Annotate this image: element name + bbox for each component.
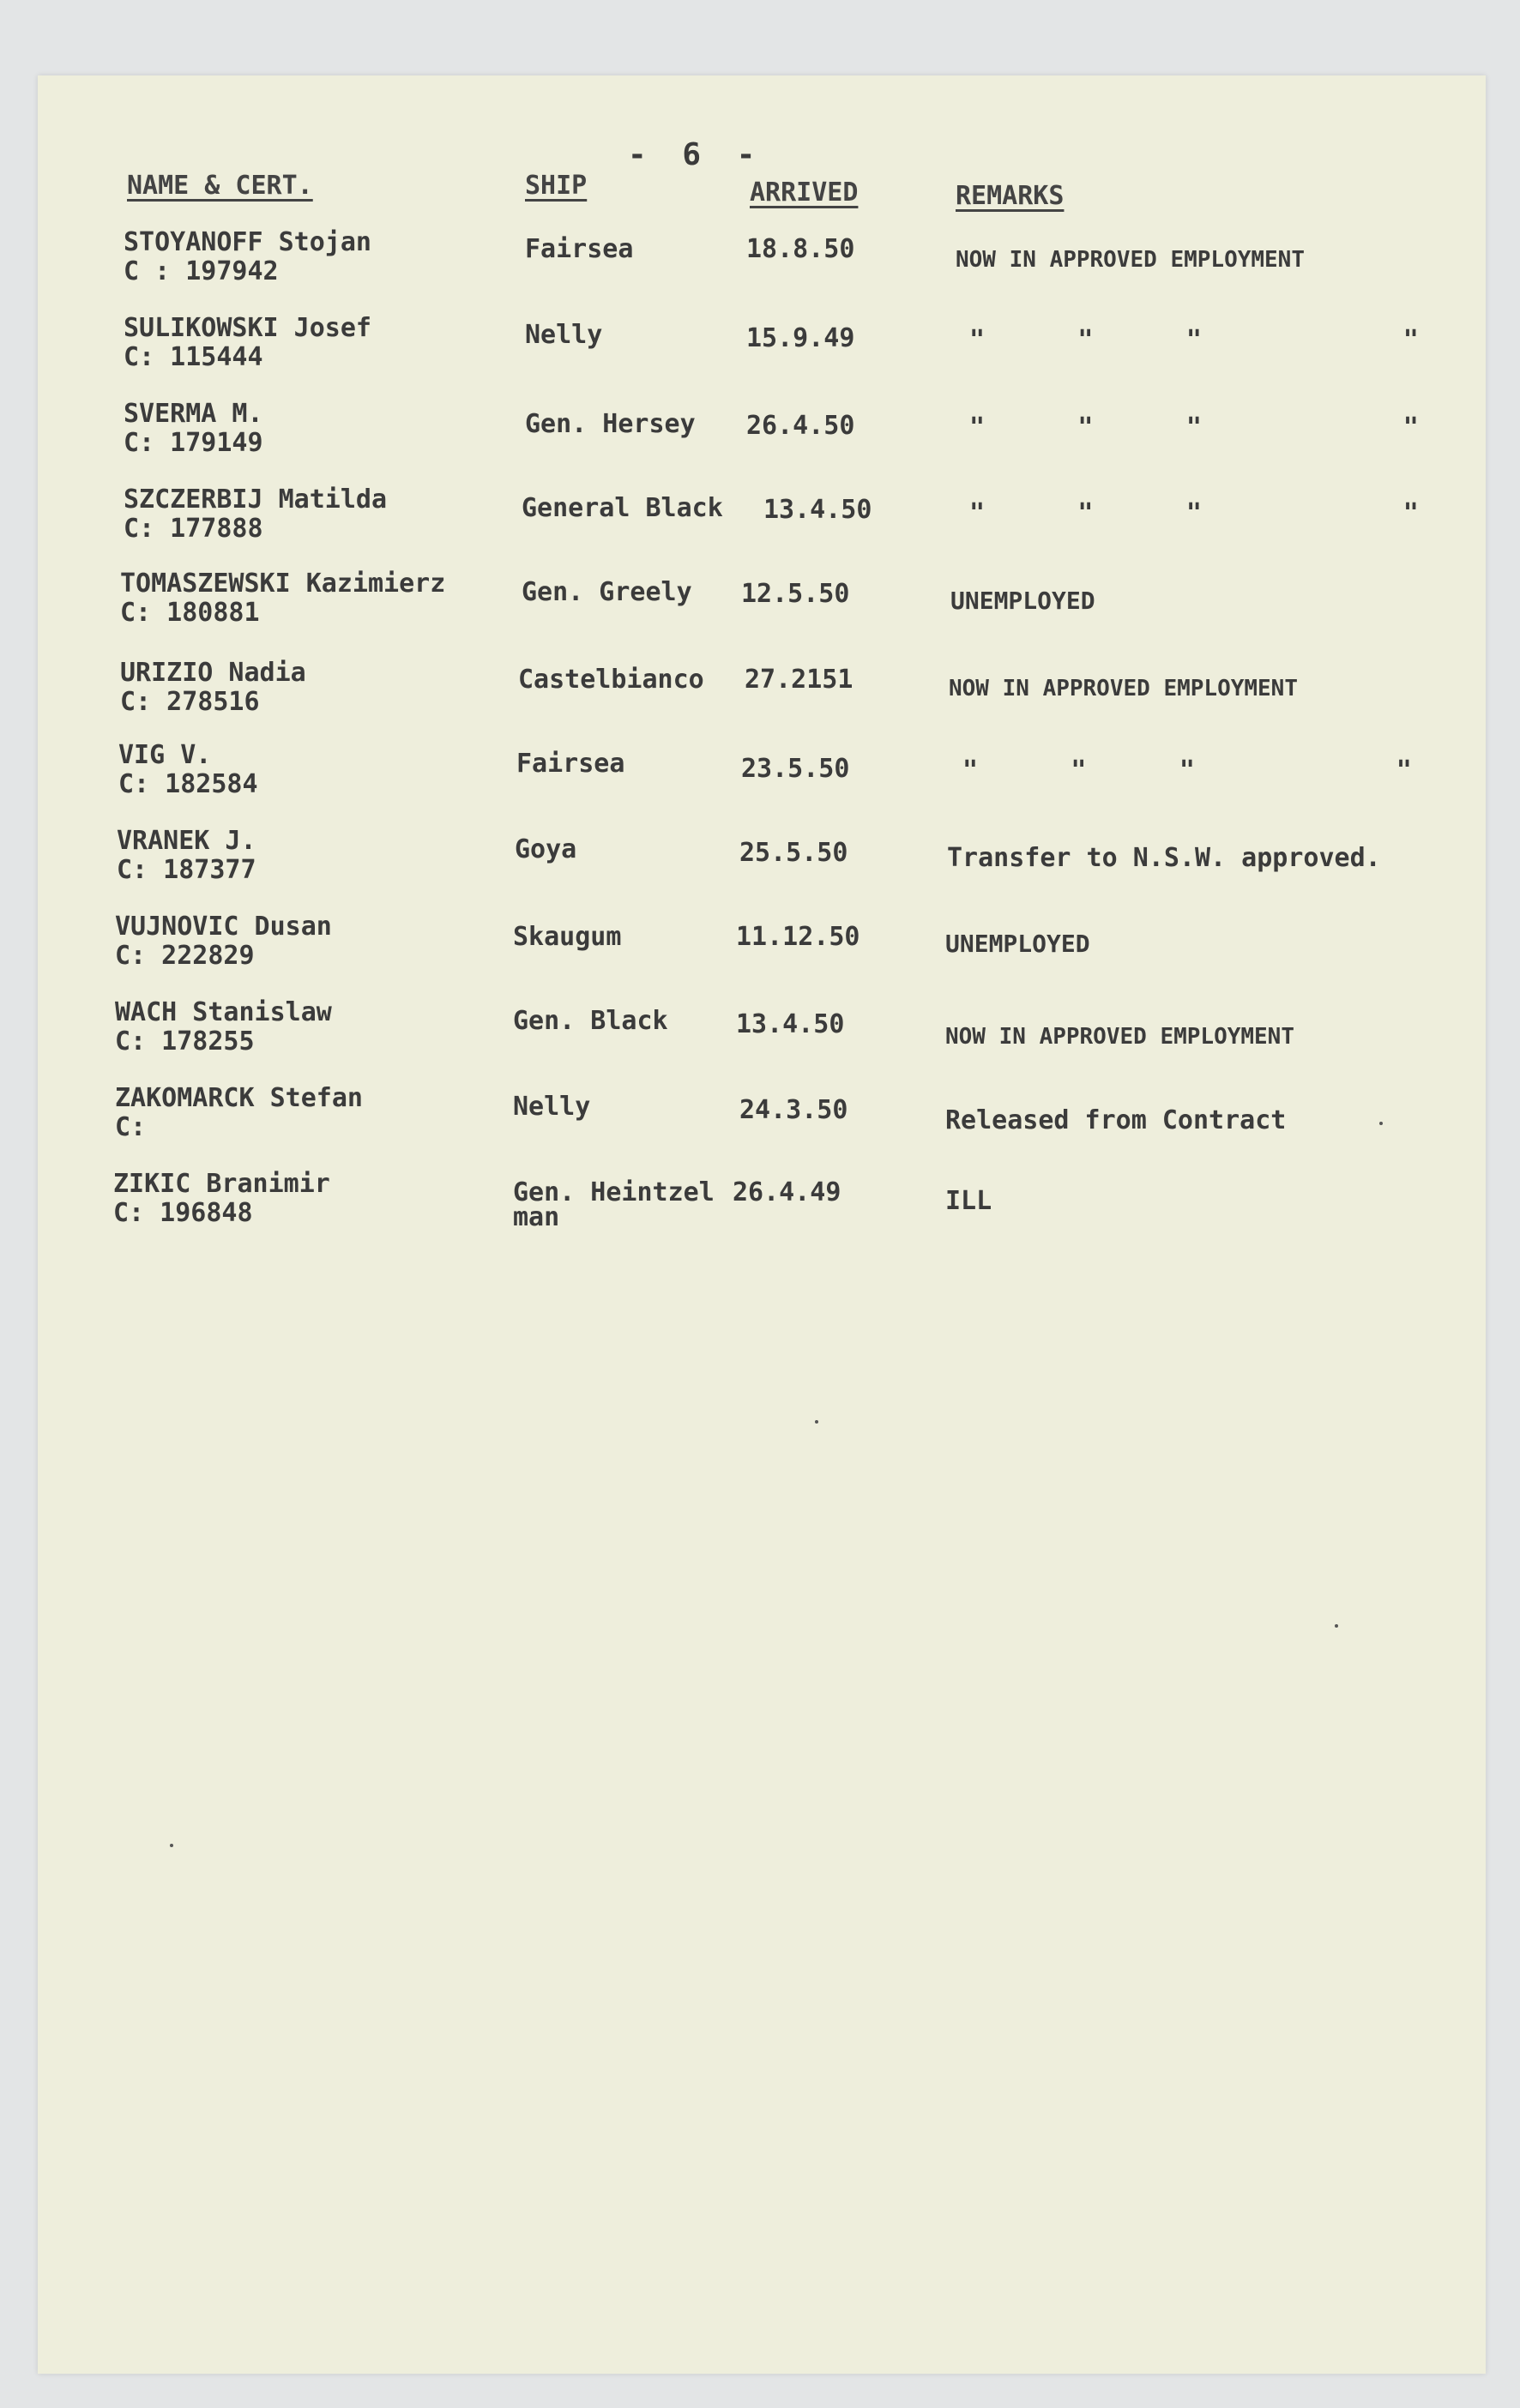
entry-remarks-ditto: " " " " [969,412,1419,442]
entry-ship [513,1177,715,1232]
entry-ship-line1: Gen. Heintzel [513,1177,715,1207]
entry-name: STOYANOFF Stojan [124,227,371,257]
entry-arrived: 27.2151 [745,665,853,695]
entry-ship: Fairsea [525,234,634,264]
document-page [38,75,1486,2374]
entry-name-cert [124,228,371,286]
entry-cert: C: 115444 [124,342,263,372]
entry-ship: Gen. Hersey [525,409,696,439]
paper-speck [1335,1624,1338,1628]
entry-name: WACH Stanislaw [115,997,332,1027]
entry-name-cert [120,659,306,717]
entry-name-cert [113,1170,330,1228]
entry-cert: C : 197942 [124,256,279,286]
entry-cert: C: 179149 [124,428,263,458]
entry-ship: Gen. Greely [522,577,692,607]
entry-arrived: 26.4.50 [746,411,855,441]
entry-remarks-ditto: " " " " [962,756,1412,786]
entry-cert: C: 222829 [115,941,255,971]
entry-ship: Castelbianco [518,665,704,695]
entry-ship: Gen. Black [513,1006,668,1036]
entry-name-cert [115,1084,363,1142]
entry-ship: Fairsea [516,749,625,779]
entry-remarks: ILL [945,1186,992,1216]
entry-ship-line2: man [513,1202,560,1232]
paper-speck [815,1420,818,1424]
entry-cert: C: 178255 [115,1026,255,1057]
entry-remarks-ditto: " " " " [969,498,1419,528]
entry-remarks: Transfer to N.S.W. approved. [947,843,1381,873]
entry-remarks-ditto: " " " " [969,325,1419,355]
entry-arrived: 13.4.50 [763,495,872,525]
entry-name: ZAKOMARCK Stefan [115,1083,363,1113]
entry-arrived: 24.3.50 [739,1095,848,1125]
entry-remarks: UNEMPLOYED [945,930,1090,958]
entry-arrived: 25.5.50 [739,838,848,868]
entry-name-cert [115,912,332,971]
entry-remarks: UNEMPLOYED [950,587,1095,615]
entry-name-cert [117,827,256,885]
entry-cert: C: 177888 [124,514,263,544]
entry-remarks: NOW IN APPROVED EMPLOYMENT [949,676,1298,701]
header-arrived: ARRIVED [750,178,859,208]
entry-name: SVERMA M. [124,399,263,429]
entry-ship: Nelly [525,320,603,350]
entry-name-cert [124,314,371,372]
entry-cert: C: 196848 [113,1198,253,1228]
entry-name: VIG V. [118,740,212,770]
entry-arrived: 26.4.49 [733,1177,841,1207]
entry-name: SZCZERBIJ Matilda [124,485,388,515]
page-number: - 6 - [628,137,764,172]
entry-name: ZIKIC Branimir [113,1169,330,1199]
entry-ship: Goya [515,834,577,864]
entry-cert: C: 182584 [118,769,258,799]
entry-name-cert [120,569,445,628]
entry-cert: C: 180881 [120,598,260,628]
header-name-cert: NAME & CERT. [127,171,313,201]
entry-arrived: 11.12.50 [736,922,860,952]
entry-ship: Nelly [513,1092,591,1122]
entry-name: SULIKOWSKI Josef [124,313,371,343]
header-ship: SHIP [525,171,588,201]
paper-speck [170,1844,173,1847]
entry-name: URIZIO Nadia [120,658,306,688]
entry-name: VUJNOVIC Dusan [115,912,332,942]
entry-arrived: 13.4.50 [736,1009,845,1039]
entry-cert: C: 278516 [120,687,260,717]
entry-name-cert [115,998,332,1057]
entry-arrived: 23.5.50 [741,754,850,784]
entry-arrived: 15.9.49 [746,323,855,353]
entry-remarks: NOW IN APPROVED EMPLOYMENT [956,247,1305,273]
entry-name-cert [124,400,263,458]
paper-speck [1379,1122,1383,1125]
entry-remarks: NOW IN APPROVED EMPLOYMENT [945,1024,1294,1050]
entry-arrived: 12.5.50 [741,579,850,609]
entry-remarks: Released from Contract [945,1105,1287,1135]
entry-name-cert [118,741,258,799]
entry-ship: General Black [522,493,723,523]
entry-name: TOMASZEWSKI Kazimierz [120,569,446,599]
entry-cert: C: 187377 [117,855,256,885]
entry-ship: Skaugum [513,922,622,952]
entry-arrived: 18.8.50 [746,234,855,264]
header-remarks: REMARKS [956,181,1065,211]
entry-name-cert [124,485,387,544]
entry-name: VRANEK J. [117,826,256,856]
entry-cert: C: [115,1112,147,1142]
